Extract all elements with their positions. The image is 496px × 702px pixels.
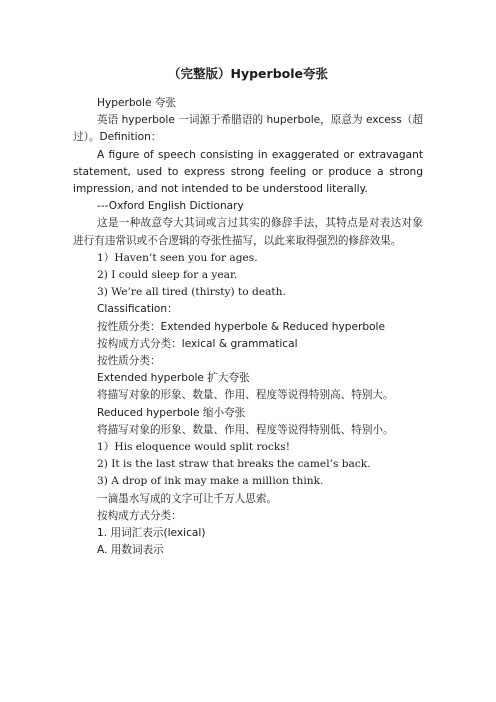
paragraph: Classification：	[97, 303, 178, 316]
paragraph: 按性质分类：Extended hyperbole & Reduced hyperbole	[97, 320, 386, 333]
example-line: 1）Haven’t seen you for ages.	[97, 251, 258, 264]
document-body	[73, 95, 423, 559]
example-line: 2) I could sleep for a year.	[97, 269, 238, 282]
paragraph: Hyperbole 夸张	[97, 97, 177, 109]
document-title: （完整版）Hyperbole夸张	[168, 66, 328, 81]
example-line: 3) We’re all tired (thirsty) to death.	[97, 286, 286, 299]
paragraph: A figure of speech consisting in exaggerated or extravagant statement, used to express strong feeling or produce a strong impression, and not intended to be understood literally.	[73, 148, 423, 196]
paragraph: 将描写对象的形象、数量、作用、程度等说得特别低、特别小。	[97, 423, 394, 436]
paragraph: 1. 用词汇表示(lexical)	[97, 527, 206, 540]
paragraph: ---Oxford English Dictionary	[97, 200, 244, 213]
paragraph: 英语 hyperbole 一词源于希腊语的 huperbole，原意为 excess（超过）。Definition：	[73, 114, 423, 144]
example-line: 3) A drop of ink may make a million think.	[97, 475, 324, 488]
example-line: 1）His eloquence would split rocks!	[97, 441, 290, 454]
paragraph: 按构成方式分类：	[97, 509, 182, 522]
paragraph: Reduced hyperbole 缩小夸张	[97, 406, 246, 419]
example-line: 2) It is the last straw that breaks the camel’s back.	[97, 458, 371, 471]
paragraph: 按构成方式分类：lexical & grammatical	[97, 337, 298, 350]
paragraph: 按性质分类：	[97, 355, 161, 368]
paragraph: A. 用数词表示	[97, 544, 164, 557]
paragraph: Extended hyperbole 扩大夸张	[97, 372, 250, 385]
paragraph: 将描写对象的形象、数量、作用、程度等说得特别高、特别大。	[97, 389, 394, 402]
paragraph: 一滴墨水写成的文字可让千万人思索。	[97, 492, 278, 505]
paragraph: 这是一种故意夸大其词或言过其实的修辞手法，其特点是对表达对象进行有违常识或不合逻辑的夸张性描写，以此来取得强烈的修辞效果。	[73, 217, 423, 247]
